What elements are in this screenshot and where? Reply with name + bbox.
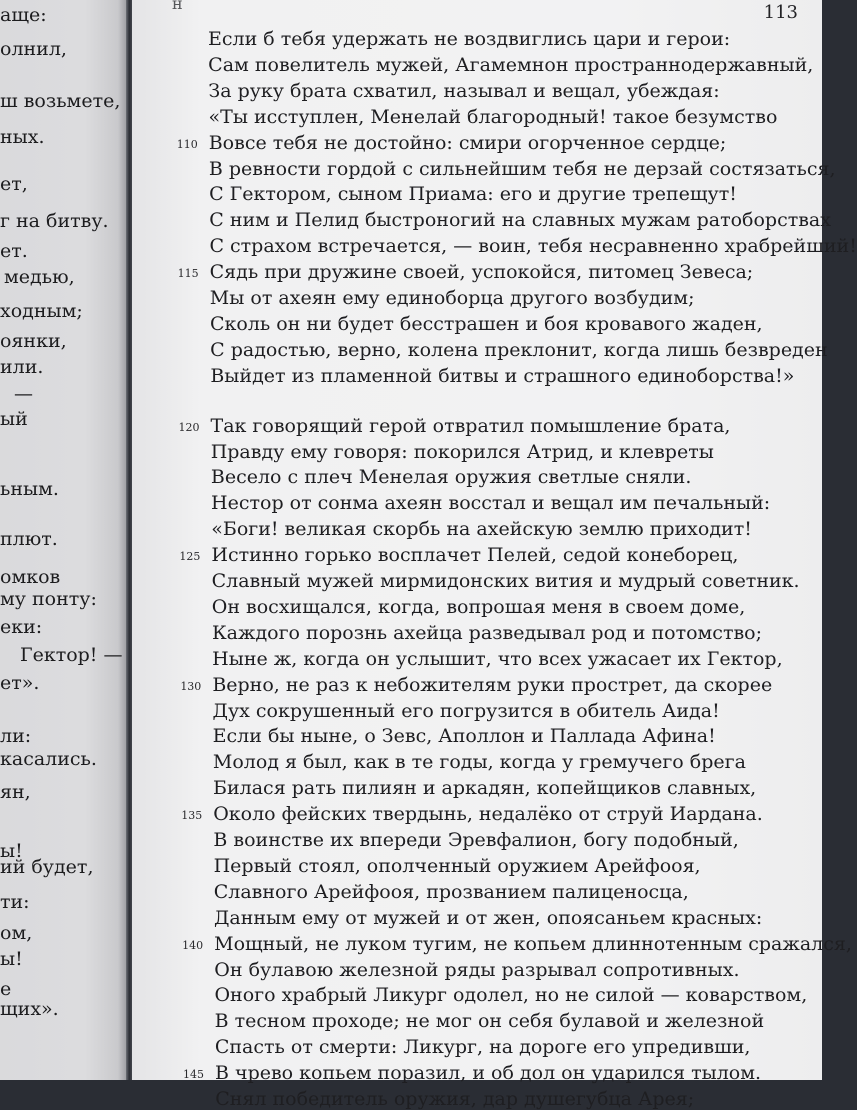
left-page-fragment: или. [0,356,44,378]
verse-line: Мы от ахеян ему единоборца другого возбудим; [209,287,695,309]
left-page [0,0,130,1080]
verse-line: Первый стоял, ополченный оружием Арейфооя, [213,854,701,877]
verse-line: Оного храбрый Ликург одолел, но не силой — коварством, [214,984,808,1007]
left-page-fragment: ом, [0,922,33,944]
left-page-fragment: омков [0,566,61,588]
verse-line: Снял победитель оружия, дар душегубца Арея; [215,1088,695,1110]
verse-line: В тесном проходе; не мог он себя булавой и железной [214,1010,765,1033]
line-number: 125 [179,550,201,564]
left-page-fragment: ет, [0,173,28,195]
left-page-fragment: щих». [0,998,59,1020]
verse-line: Правду ему говоря: покорился Атрид, и клевреты [210,440,714,463]
verse-line: Мощный, не луком тугим, не копьем длиннотенным сражался, [214,932,852,955]
verse-line: За руку брата схватил, называл и вещал, убеждая: [208,79,720,102]
verse-line: Если б тебя удержать не воздвиглись цари и герои: [208,28,731,50]
verse-line: Славного Арейфооя, прозванием палиценосца, [213,880,689,903]
verse-line: В ревности гордой с сильнейшим тебя не дерзай состязаться, [208,157,836,180]
left-page-fragment: еки: [0,616,43,638]
verse-line: Около фейских твердынь, недалёко от струй Иардана. [213,803,763,826]
verse-line: Весело с плеч Менелая оружия светлые сняли. [210,466,692,489]
verse-line: В чрево копьем поразил, и об дол он ударился тылом. [215,1062,762,1085]
verse-line: Молод я был, как в те годы, когда у гремучего брега [212,751,746,774]
verse-line: Нестор от сонма ахеян восстал и вещал им печальный: [211,492,771,515]
verse-line: Вовсе тебя не достойно: смири огорченное сердце; [208,131,727,154]
left-page-fragment: ш возьмете, [0,90,121,112]
line-number: 110 [176,137,198,151]
verse-line: С ним и Пелид быстроногий на славных мужам ратоборствах [209,209,831,232]
corner-glyph: н [172,0,183,13]
line-number: 140 [182,938,204,952]
left-page-fragment: е [0,978,12,1000]
verse-line: «Ты исступлен, Менелай благородный! такое безумство [208,105,778,128]
verse-line: Сядь при дружине своей, успокойся, питомец Зевеса; [209,261,754,284]
line-number: 130 [180,679,202,693]
left-page-fragment: му понту: [0,588,97,610]
line-number: 115 [177,267,199,281]
verse-line: С радостью, верно, колена преклонит, когда лишь безвреден [210,338,828,361]
line-number: 145 [183,1068,205,1082]
verse-line: С Гектором, сыном Приама: его и другие трепещут! [209,183,737,206]
verse-line: Истинно горько восплачет Пелей, седой конеборец, [211,544,739,567]
verse-line: Выйдет из пламенной битвы и страшного единоборства!» [210,364,795,387]
verse-line: Билася рать пилиян и аркадян, копейщиков славных, [213,777,757,800]
verse-line: Верно, не раз к небожителям руки прострет, да скорее [212,673,773,696]
left-page-fragment: Гектор! — [20,644,123,666]
left-page-fragment: — [14,383,33,405]
verse-line: Если бы ныне, о Зевс, Аполлон и Паллада Афина! [212,725,716,748]
verse-line: Он булавою железной ряды разрывал сопротивных. [214,958,740,981]
verse-line: В воинстве их впереди Эревфалион, богу подобный, [213,829,739,851]
verse-line: «Боги! великая скорбь на ахейскую землю приходит! [211,518,752,541]
verse-line: Так говорящий герой отвратил помышление брата, [210,414,731,437]
left-page-fragment: ы! [0,840,23,862]
left-page-fragment: ных. [0,126,45,148]
left-page-fragment: оянки, [0,330,67,352]
verse-line: Спасть от смерти: Ликург, на дороге его упредивши, [214,1036,751,1059]
verse-line: Каждого порознь ахейца разведывал род и потомство; [211,621,762,644]
left-page-fragment: ти: [0,891,30,913]
left-page-fragment: г на битву. [0,210,109,232]
left-page-fragment: олнил, [0,38,67,60]
poem-text [132,0,857,1110]
verse-line: Сколь он ни будет бесстрашен и боя кровавого жаден, [209,312,763,335]
left-page-fragment: ы! [0,948,23,970]
verse-line: Славный мужей мирмидонских вития и мудрый советник. [211,570,800,592]
verse-line: Данным ему от мужей и от жен, опоясаньем красных: [213,906,763,929]
left-page-fragment: аще: [0,4,47,26]
line-number: 135 [181,809,203,823]
left-page-fragment: ет. [0,240,28,262]
verse-line: Дух сокрушенный его погрузится в обитель Аида! [212,699,720,722]
left-page-fragment: ий будет, [0,856,94,878]
verse-line: Сам повелитель мужей, Агамемнон пространнодержавный, [208,53,814,76]
verse-line: Ныне ж, когда он услышит, что всех ужасает их Гектор, [212,647,783,670]
left-page-fragment: ет». [0,672,40,694]
left-page-fragment: ьным. [0,478,59,500]
verse-line: Он восхищался, когда, вопрошая меня в своем доме, [211,595,746,618]
left-page-fragment: медью, [4,266,75,288]
left-page-fragment: касались. [0,748,97,770]
left-page-fragment: ян, [0,781,31,803]
page-number: 113 [763,2,798,23]
verse-line: С страхом встречается, — воин, тебя несравненно храбрейший! [209,235,857,258]
left-page-fragment: ли: [0,725,32,747]
left-page-fragment: ходным; [0,300,83,322]
left-page-fragment: ый [0,408,28,430]
line-number: 120 [178,420,200,434]
left-page-fragment: плют. [0,528,58,550]
right-page [132,0,857,1110]
